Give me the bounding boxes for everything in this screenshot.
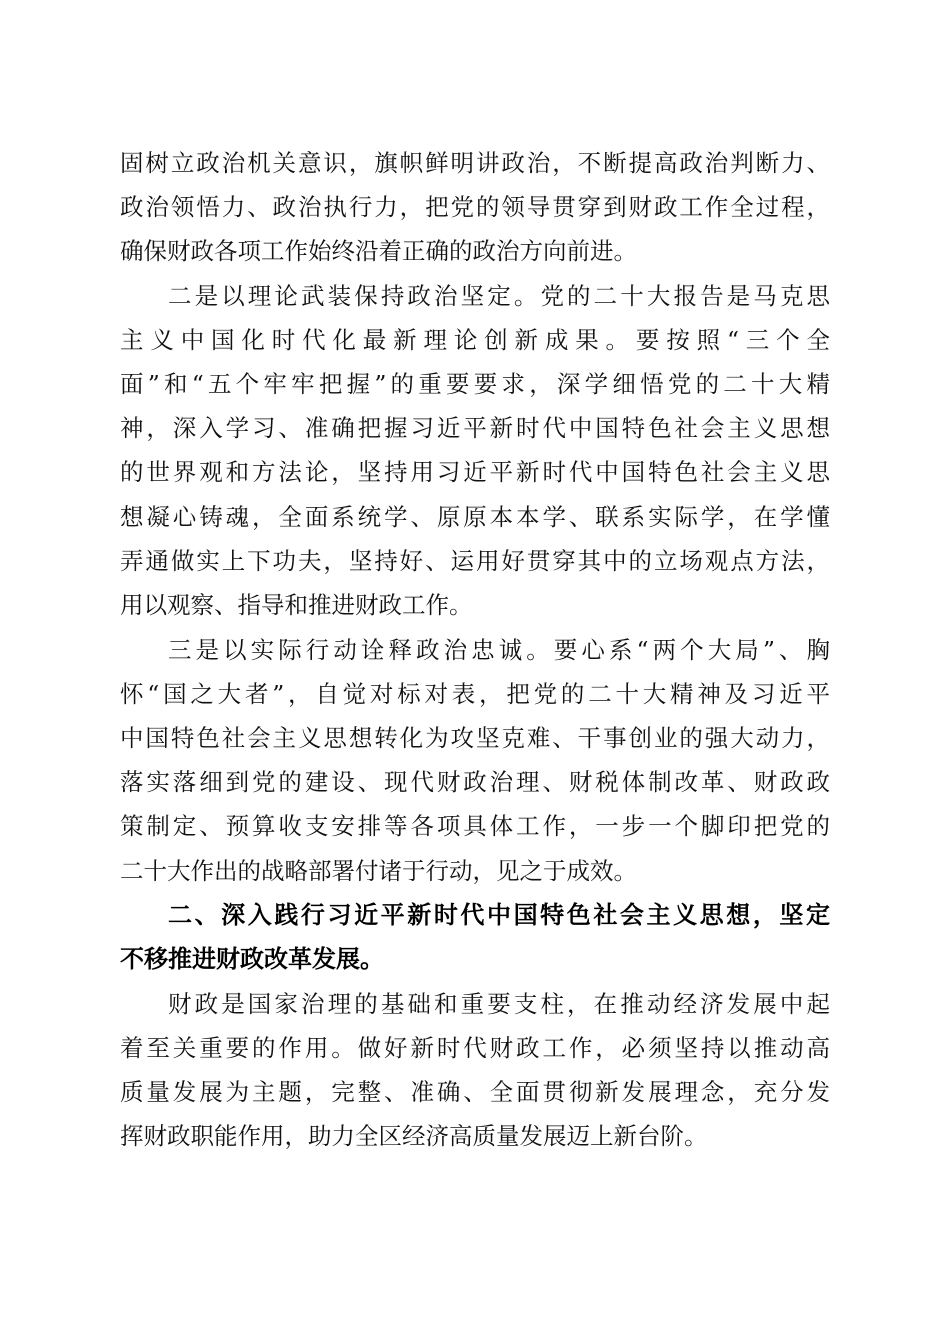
paragraph-3-line-6: 二十大作出的战略部署付诸于行动，见之于成效。 [120, 857, 637, 885]
section-heading-line-1: 二、深入践行习近平新时代中国特色社会主义思想，坚定 [168, 901, 830, 929]
paragraph-3-line-4: 落实落细到党的建设、现代财政治理、财税体制改革、财政政 [120, 768, 830, 796]
paragraph-4-line-2: 着至关重要的作用。做好新时代财政工作，必须坚持以推动高 [120, 1034, 830, 1062]
section-heading-line-2: 不移推进财政改革发展。 [120, 945, 384, 973]
paragraph-2-line-7: 弄通做实上下功夫，坚持好、运用好贯穿其中的立场观点方法， [120, 547, 830, 575]
paragraph-2-line-5: 的世界观和方法论，坚持用习近平新时代中国特色社会主义思 [120, 458, 830, 486]
paragraph-3-line-3: 中国特色社会主义思想转化为攻坚克难、干事创业的强大动力， [120, 724, 830, 752]
paragraph-4-line-3: 质量发展为主题，完整、准确、全面贯彻新发展理念，充分发 [120, 1078, 830, 1106]
paragraph-3-line-1: 三是以实际行动诠释政治忠诚。要心系“两个大局”、胸 [168, 636, 830, 664]
paragraph-2-line-4: 神，深入学习、准确把握习近平新时代中国特色社会主义思想 [120, 414, 830, 442]
paragraph-3-line-2: 怀“国之大者”，自觉对标对表，把党的二十大精神及习近平 [120, 680, 830, 708]
paragraph-4-line-1: 财政是国家治理的基础和重要支柱，在推动经济发展中起 [168, 990, 830, 1018]
paragraph-2-line-6: 想凝心铸魂，全面系统学、原原本本学、联系实际学，在学懂 [120, 503, 830, 531]
paragraph-2-line-2: 主义中国化时代化最新理论创新成果。要按照“三个全 [120, 326, 830, 354]
paragraph-2-line-8: 用以观察、指导和推进财政工作。 [120, 591, 473, 619]
paragraph-1-line-2: 政治领悟力、政治执行力，把党的领导贯穿到财政工作全过程， [120, 193, 830, 221]
paragraph-3-line-5: 策制定、预算收支安排等各项具体工作，一步一个脚印把党的 [120, 812, 830, 840]
paragraph-2-line-1: 二是以理论武装保持政治坚定。党的二十大报告是马克思 [168, 282, 830, 310]
paragraph-1-line-1: 固树立政治机关意识，旗帜鲜明讲政治，不断提高政治判断力、 [120, 149, 830, 177]
paragraph-2-line-3: 面”和“五个牢牢把握”的重要要求，深学细悟党的二十大精 [120, 370, 830, 398]
paragraph-4-line-4: 挥财政职能作用，助力全区经济高质量发展迈上新台阶。 [120, 1122, 708, 1150]
paragraph-1-line-3: 确保财政各项工作始终沿着正确的政治方向前进。 [120, 237, 637, 265]
